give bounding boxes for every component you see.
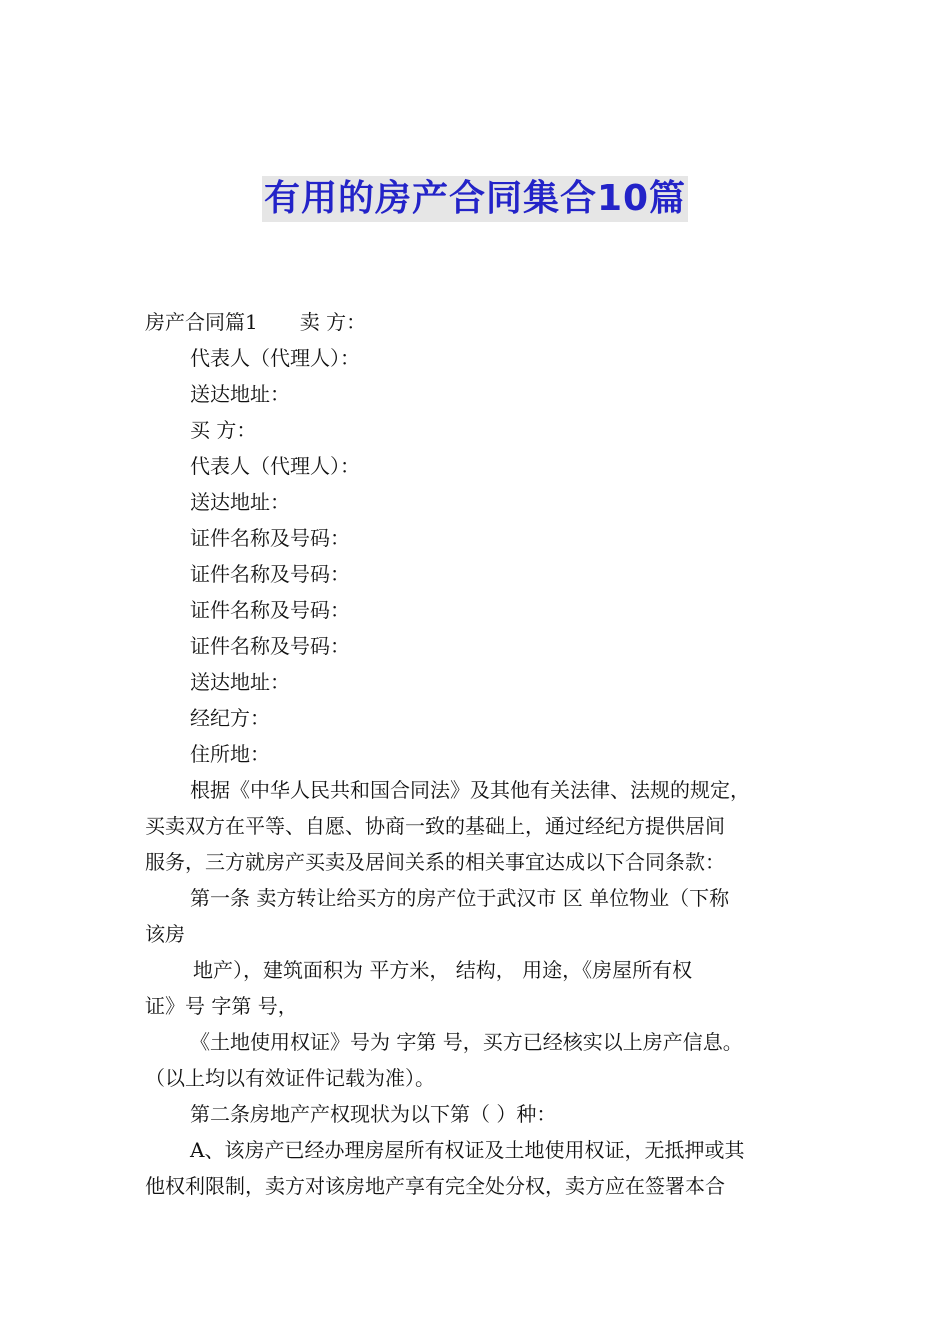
text-line: 代表人（代理人）：: [190, 454, 360, 478]
paragraph-line: 服务，三方就房产买卖及居间关系的相关事宜达成以下合同条款：: [145, 850, 725, 874]
paragraph-line: 买卖双方在平等、自愿、协商一致的基础上，通过经纪方提供居间: [145, 814, 725, 838]
paragraph-line: 第二条房地产产权现状为以下第（ ）种：: [190, 1102, 557, 1126]
title-container: [0, 176, 950, 222]
text-line: 证件名称及号码：: [190, 526, 350, 550]
paragraph-line: 根据《中华人民共和国合同法》及其他有关法律、法规的规定，: [190, 778, 750, 802]
text-line: 证件名称及号码：: [190, 562, 350, 586]
text-line: [145, 304, 810, 340]
text-line: 住所地：: [190, 742, 270, 766]
paragraph-line: （以上均以有效证件记载为准）。: [145, 1066, 435, 1090]
text-line: 经纪方：: [190, 706, 270, 730]
text-line: 送达地址：: [190, 382, 290, 406]
section-heading: 房产合同篇1: [145, 310, 258, 334]
text-line: 送达地址：: [190, 670, 290, 694]
paragraph-line: 《土地使用权证》号为 字第 号，买方已经核实以上房产信息。: [190, 1030, 743, 1054]
paragraph-line: 地产），建筑面积为 平方米， 结构， 用途，《房屋所有权: [193, 958, 693, 982]
text-line: 证件名称及号码：: [190, 634, 350, 658]
text-line: 买 方：: [190, 418, 257, 442]
document-title: 有用的房产合同集合10篇: [262, 176, 688, 222]
paragraph-line: A、该房产已经办理房屋所有权证及土地使用权证，无抵押或其: [190, 1138, 745, 1162]
text-line: 卖 方：: [299, 310, 367, 334]
text-line: 证件名称及号码：: [190, 598, 350, 622]
paragraph-line: 该房: [145, 922, 185, 946]
paragraph-line: 第一条 卖方转让给买方的房产位于武汉市 区 单位物业（下称: [190, 886, 730, 910]
document-body: [145, 304, 810, 1204]
text-line: 代表人（代理人）：: [190, 346, 360, 370]
paragraph-line: 他权利限制，卖方对该房地产享有完全处分权，卖方应在签署本合: [145, 1174, 725, 1198]
text-line: 送达地址：: [190, 490, 290, 514]
paragraph-line: 证》号 字第 号，: [145, 994, 298, 1018]
